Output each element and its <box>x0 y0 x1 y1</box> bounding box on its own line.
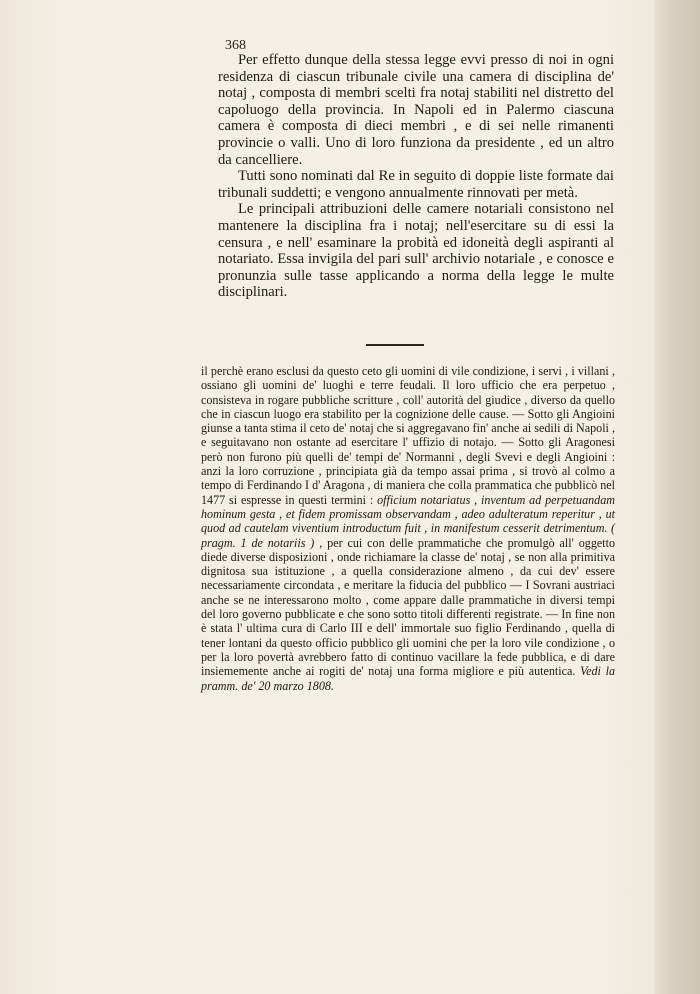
section-divider <box>366 344 424 346</box>
main-paragraph-3: Le principali attribuzioni delle camere notariali consistono nel mantenere la disciplina fra i notaj; nell'esercitare su di essi la censura , e nell' esaminare la probità ed idoneità degli aspiranti al notariato. Essa invigila del pari sull' archivio notariale , e conosce e pronunzia sulle tasse applicando a norma della legge le multe disciplinari. <box>218 201 614 301</box>
footnote-text-2: , per cui con delle prammatiche che promulgò all' oggetto diede diverse disposizioni , onde richiamare la classe de' notaj , se non alla primitiva dignitosa sua istituzione , a quella considerazione almeno , da cui dev' essere necessariamente circondata , e meritare la fiducia del pubblico — I Sovrani austriaci anche se ne interessarono molto , come appare dalle prammatiche in diversi tempi del loro governo pubblicate e che sono sotto titoli differenti registrate. — In fine non è stata l' ultima cura di Carlo III e dell' immortale suo figlio Ferdinando , quella di tener lontani da questo officio pubblico gli uomini che per la loro vile condizione , o per la loro povertà avrebbero fatto di continuo vacillare la fede pubblica, e di dare insiememente anche ai rogiti de' notaj una forma migliore e più autentica. <box>201 535 615 679</box>
footnote-paragraph <box>201 364 615 693</box>
main-paragraph-1: Per effetto dunque della stessa legge evvi presso di noi in ogni residenza di ciascun tribunale civile una camera di disciplina de' notaj , composta di membri scelti fra notaj stabiliti nel distretto del capoluogo della provincia. In Napoli ed in Palermo ciascuna camera è composta di dieci membri , e di sei nelle rimanenti provincie o valli. Uno di loro funziona da presidente , ed un altro da cancelliere. <box>218 52 614 168</box>
main-paragraph-2: Tutti sono nominati dal Re in seguito di doppie liste formate dai tribunali suddetti; e vengono annualmente rinnovati per metà. <box>218 168 614 201</box>
footnote-latin-quote: officium notariatus , inventum ad perpetuandam hominum gesta , et fidem promissam observandam , adeo adulteratum reperitur , ut quod ad cautelam viventium introductum fuit , in manifestum cesserit detrimentum. ( pragm. 1 de notariis ) <box>201 492 615 550</box>
footnote <box>201 364 615 693</box>
page-number: 368 <box>225 38 246 53</box>
footnote-reference: Vedi la pramm. de' 20 marzo 1808. <box>201 664 615 693</box>
main-text <box>218 52 614 301</box>
footnote-text-1: il perchè erano esclusi da questo ceto gli uomini di vile condizione, i servi , i villani , ossiano gli uomini de' luoghi e terre feudali. Il loro ufficio che era perpetuo , consisteva in rogare pubbliche scritture , coll' autorità del giudice , diverso da quello che in ciascun luogo era stabilito per la cognizione delle cause. — Sotto gli Angioini giunse a tanta stima il ceto de' notaj che si aggregavano fin' anche ai sedili di Napoli , e seguitavano non ostante ad esercitare l' uffizio di notajo. — Sotto gli Aragonesi però non furono più quelli de' tempi de' Normanni , degli Svevi e degli Angioini : anzi la loro corruzione , principiata già da tempo assai prima , si trovò al colmo a tempo di Ferdinando I d' Aragona , di maniera che colla prammatica che pubblicò nel 1477 si espresse in questi termini : <box>201 364 615 507</box>
page-gutter <box>654 0 700 994</box>
